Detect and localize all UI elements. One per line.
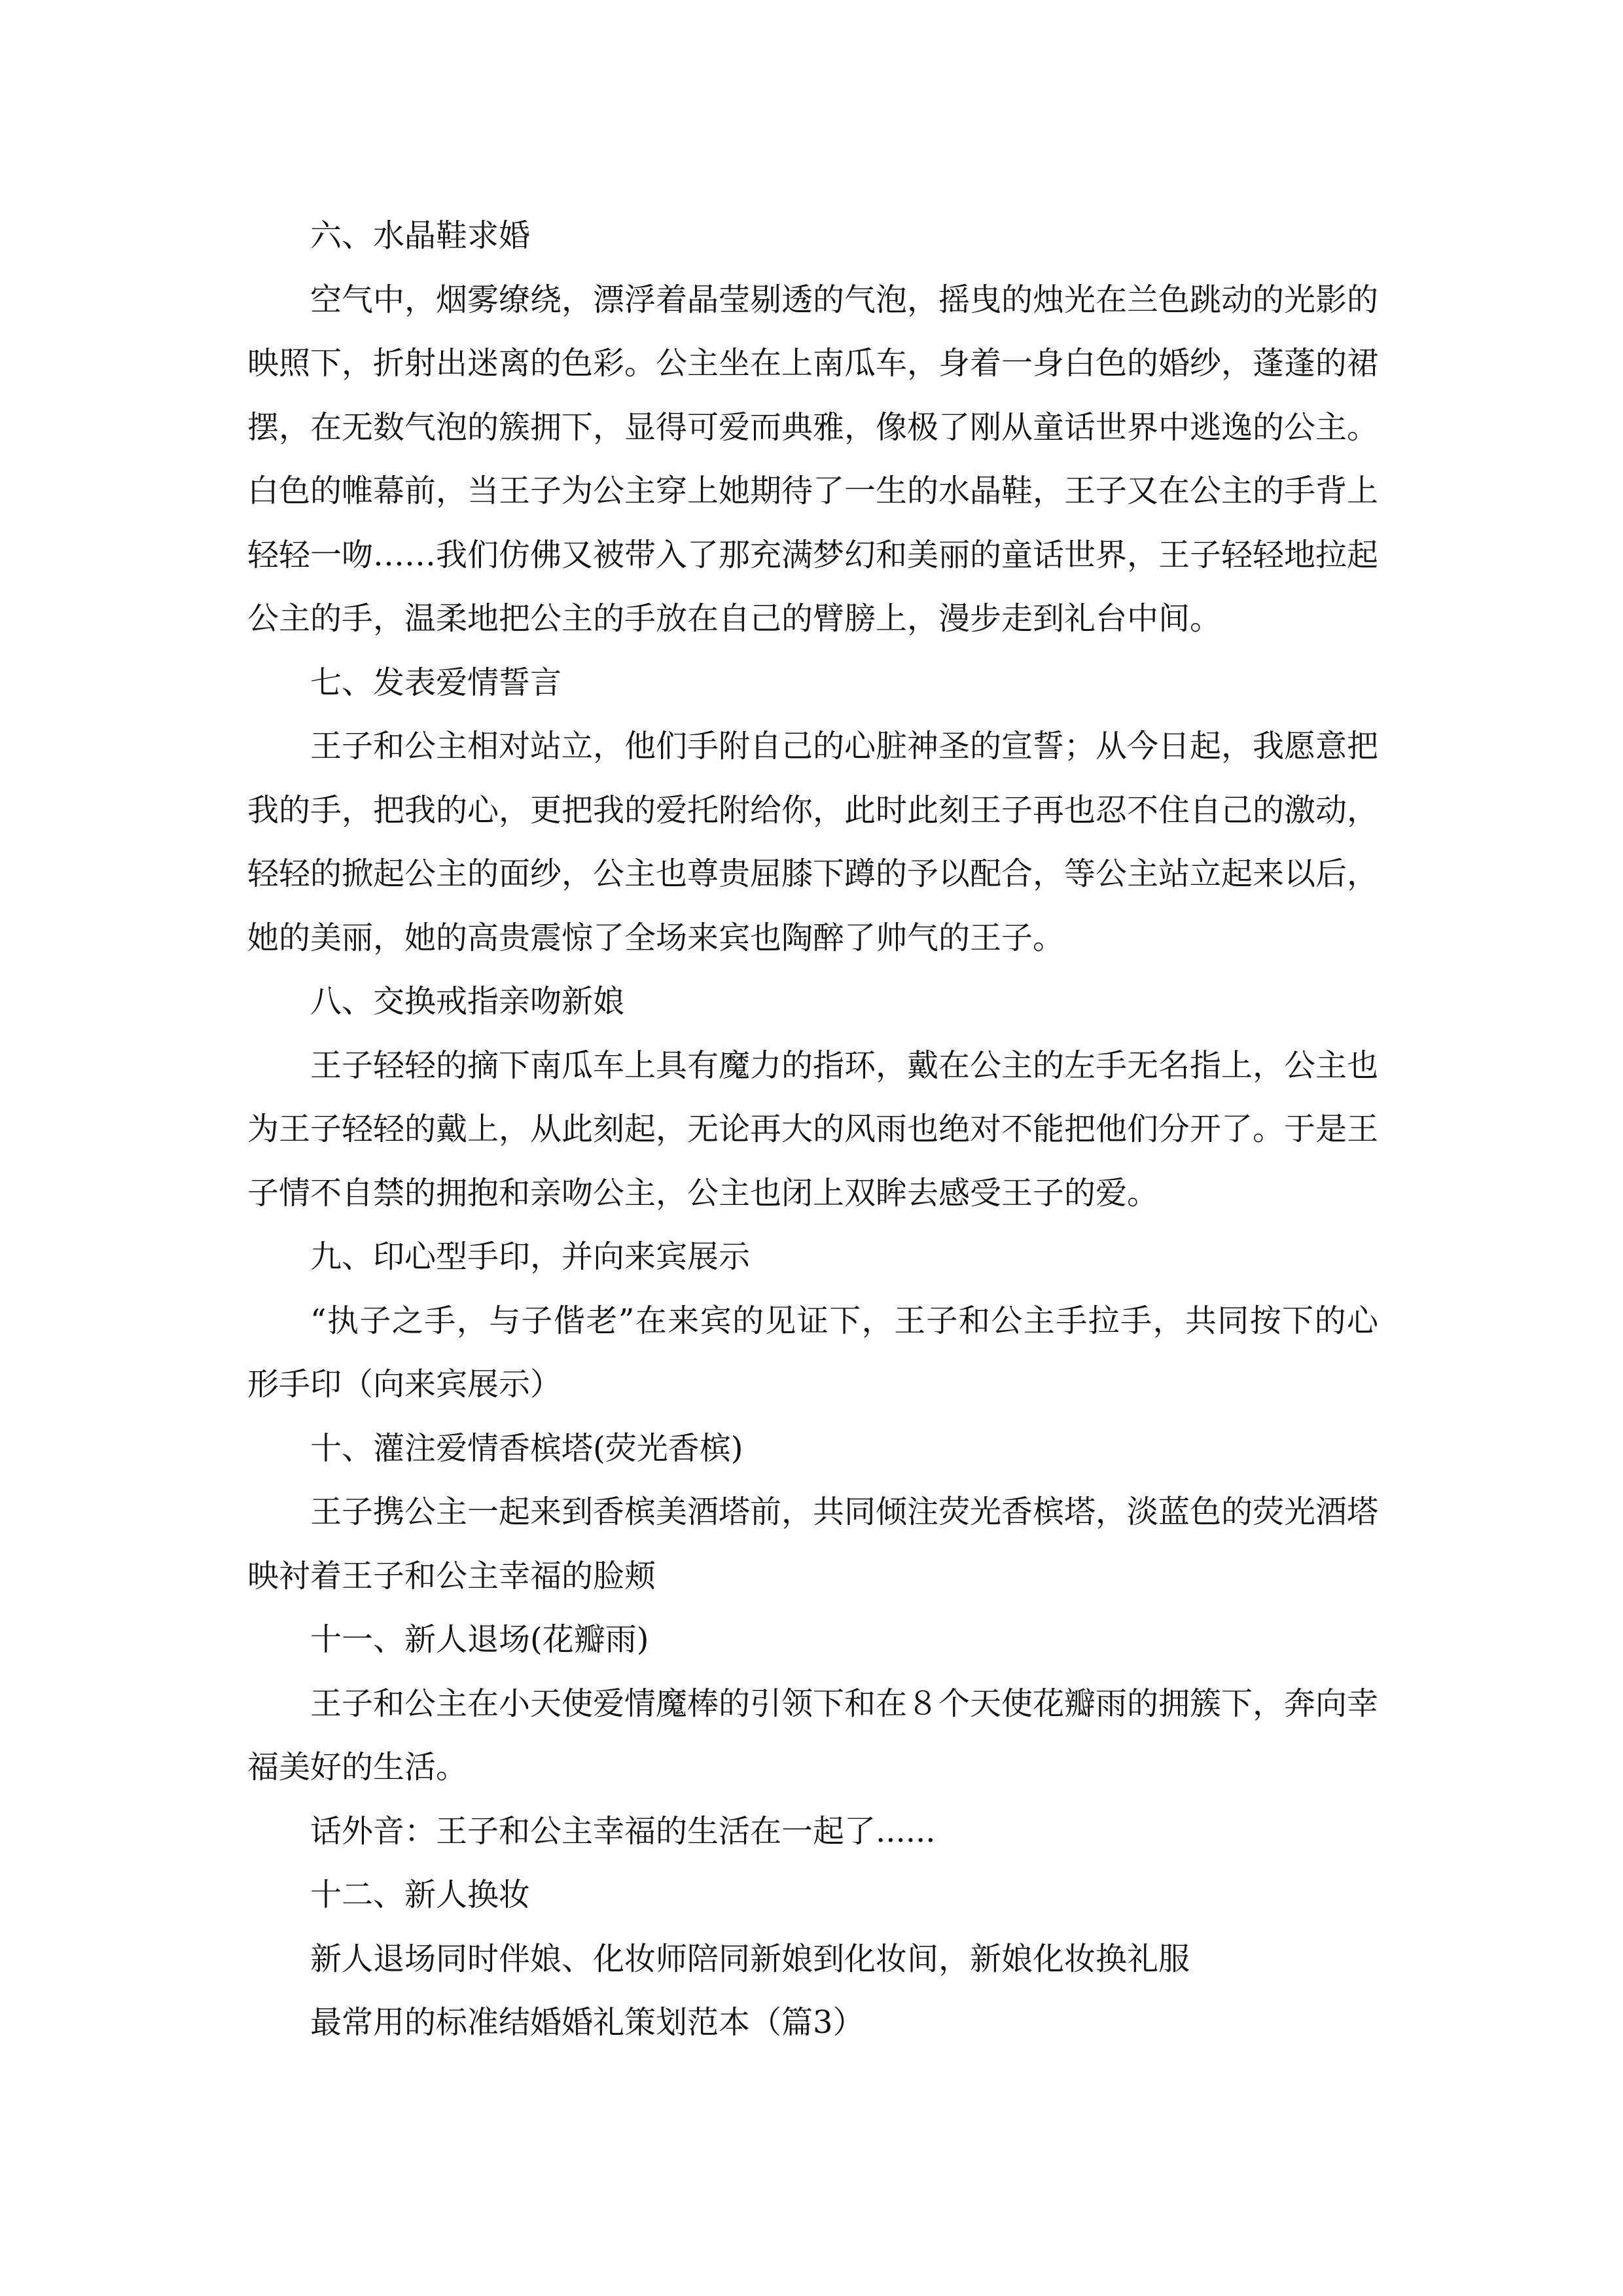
body-paragraph: 新人退场同时伴娘、化妆师陪同新娘到化妆间，新娘化妆换礼服 (310, 1940, 1190, 1977)
document-body (247, 204, 1378, 2055)
body-paragraph: 最常用的标准结婚婚礼策划范本（篇3） (310, 2004, 865, 2041)
section-heading: 七、发表爱情誓言 (310, 664, 562, 701)
section-heading: 八、交换戒指亲吻新娘 (310, 983, 625, 1020)
body-paragraph: 王子轻轻的摘下南瓜车上具有魔力的指环，戴在公主的左手无名指上，公主也为王子轻轻的戴上，从此刻起，无论再大的风雨也绝对不能把他们分开了。于是王子情不自禁的拥抱和亲吻公主，公主也闭上双眸去感受王子的爱。 (247, 1047, 1379, 1211)
section-heading: 十一、新人退场(花瓣雨) (310, 1621, 649, 1658)
section-heading: 十二、新人换妆 (310, 1876, 531, 1913)
body-paragraph: 王子和公主相对站立，他们手附自己的心脏神圣的宣誓；从今日起，我愿意把我的手，把我的心，更把我的爱托附给你，此时此刻王子再也忍不住自己的激动，轻轻的掀起公主的面纱，公主也尊贵屈膝下蹲的予以配合，等公主站立起来以后，她的美丽，她的高贵震惊了全场来宾也陶醉了帅气的王子。 (247, 728, 1379, 956)
body-paragraph: 话外音：王子和公主幸福的生活在一起了...... (310, 1812, 936, 1850)
body-paragraph: “执子之手，与子偕老”在来宾的见证下，王子和公主手拉手，共同按下的心形手印（向来宾展示） (247, 1302, 1378, 1403)
section-heading: 六、水晶鞋求婚 (310, 217, 531, 254)
section-heading: 十、灌注爱情香槟塔(荧光香槟) (310, 1429, 743, 1467)
body-paragraph: 王子和公主在小天使爱情魔棒的引领下和在８个天使花瓣雨的拥簇下，奔向幸福美好的生活。 (247, 1685, 1379, 1785)
section-heading: 九、印心型手印，并向来宾展示 (310, 1238, 751, 1275)
body-paragraph: 空气中，烟雾缭绕，漂浮着晶莹剔透的气泡，摇曳的烛光在兰色跳动的光影的映照下，折射出迷离的色彩。公主坐在上南瓜车，身着一身白色的婚纱，蓬蓬的裙摆，在无数气泡的簇拥下，显得可爱而典雅，像极了刚从童话世界中逃逸的公主。白色的帷幕前，当王子为公主穿上她期待了一生的水晶鞋，王子又在公主的手背上轻轻一吻……我们仿佛又被带入了那充满梦幻和美丽的童话世界，王子轻轻地拉起公主的手，温柔地把公主的手放在自己的臂膀上，漫步走到礼台中间。 (247, 281, 1379, 637)
body-paragraph: 王子携公主一起来到香槟美酒塔前，共同倾注荧光香槟塔，淡蓝色的荧光酒塔映衬着王子和公主幸福的脸颊 (247, 1494, 1379, 1594)
